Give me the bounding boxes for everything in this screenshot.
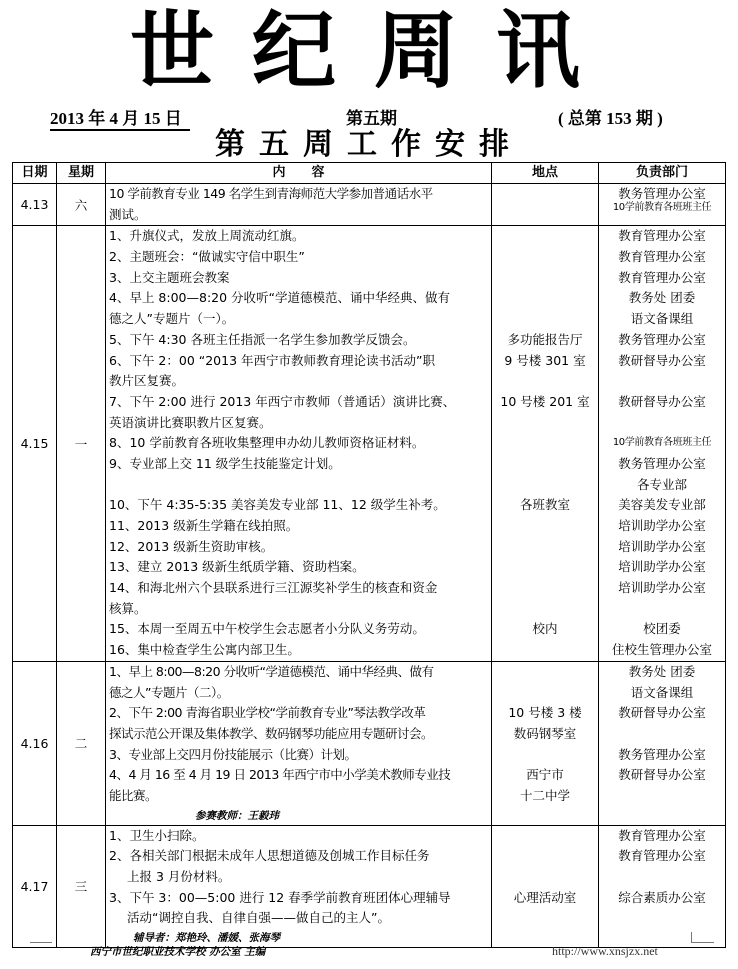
content-line — [109, 475, 488, 496]
place-line — [495, 433, 595, 454]
content-line: 德之人”专题片（一）。 — [109, 311, 235, 327]
footer-corner-mark — [30, 934, 52, 943]
content-line: 探试示范公开课及集体教学、数码钢琴功能应用专题研讨会。 — [109, 725, 434, 741]
place-line: 西宁市 — [526, 767, 564, 783]
content-line: 德之人”专题片（二）。 — [109, 684, 229, 700]
dept-line: 教务管理办公室 — [618, 186, 706, 201]
place-line — [495, 557, 595, 578]
header-place: 地点 — [492, 163, 599, 184]
place-line — [495, 867, 595, 888]
row-weekday: 二 — [57, 661, 106, 825]
dept-line: 语文备课组 — [630, 311, 694, 327]
content-line: 6、下午 2：00 “2013 年西宁市教师教育理论读书活动”职 — [109, 352, 435, 368]
dept-line: 教务管理办公室 — [618, 455, 706, 471]
dept-line: 各专业部 — [636, 476, 687, 492]
dept-line: 教研督导办公室 — [618, 352, 706, 368]
place-line — [495, 205, 595, 226]
row-dept — [599, 226, 726, 661]
content-line: 4、4 月 16 至 4 月 19 日 2013 年西宁市中小学美术教师专业技 — [109, 767, 451, 783]
dept-line — [602, 413, 722, 434]
content-line: 13、建立 2013 级新生纸质学籍、资助档案。 — [109, 559, 365, 575]
content-line: 5、下午 4:30 各班主任指派一名学生参加教学反馈会。 — [109, 331, 416, 347]
content-line: 活动“调控自我、自律自强——做自己的主人”。 — [127, 910, 390, 926]
table-row — [13, 184, 726, 226]
content-line: 9、专业部上交 11 级学生技能鉴定计划。 — [109, 455, 341, 471]
dept-line: 教务管理办公室 — [618, 331, 706, 347]
place-line: 校内 — [532, 621, 558, 637]
masthead: 世纪周讯 — [129, 1, 618, 100]
table-row — [13, 661, 726, 825]
place-line: 十二中学 — [519, 787, 570, 803]
place-line: 9 号楼 301 室 — [504, 352, 586, 368]
dept-line: 教研督导办公室 — [618, 393, 706, 409]
place-line — [495, 288, 595, 309]
content-line: 15、本周一至周五中午校学生会志愿者小分队义务劳动。 — [109, 621, 425, 637]
content-line: 7、下午 2:00 进行 2013 年西宁市教师（普通话）演讲比赛、 — [109, 393, 456, 409]
table-row — [13, 825, 726, 947]
dept-line: 教研督导办公室 — [618, 705, 706, 721]
dept-line: 综合素质办公室 — [618, 889, 706, 905]
dept-line: 美容美发专业部 — [618, 497, 706, 513]
header-weekday: 星期 — [57, 163, 106, 184]
row-dept — [599, 825, 726, 947]
content-line: 2、各相关部门根据未成年人思想道德及创城工作目标任务 — [109, 848, 430, 864]
content-line: 11、2013 级新生学籍在线拍照。 — [109, 518, 299, 533]
place-line — [495, 599, 595, 620]
place-line — [495, 683, 595, 704]
content-line: 3、专业部上交四月份技能展示（比赛）计划。 — [109, 746, 357, 762]
place-line — [495, 454, 595, 475]
table-row — [13, 226, 726, 661]
row-place — [492, 661, 599, 825]
table-header-row — [13, 163, 726, 184]
row-content — [106, 226, 492, 661]
place-line — [495, 309, 595, 330]
row-weekday: 一 — [57, 226, 106, 661]
content-line: 2、主题班会：“做诚实守信中职生” — [109, 249, 305, 265]
content-line: 14、和海北州六个县联系进行三江源奖补学生的核查和资金 — [109, 580, 438, 596]
dept-line: 教务处 团委 — [628, 663, 696, 679]
dept-line: 教务处 团委 — [628, 290, 696, 306]
place-line — [495, 662, 595, 683]
footer-school: 西宁市世纪职业技术学校 办公室 主编 — [90, 946, 266, 958]
place-line: 10 号楼 201 室 — [500, 393, 590, 409]
row-dept — [599, 661, 726, 825]
content-line: 教片区复赛。 — [109, 373, 185, 389]
dept-line: 教务管理办公室 — [618, 746, 706, 762]
schedule-table — [12, 162, 726, 948]
row-weekday: 六 — [57, 184, 106, 226]
content-line: 10 学前教育专业 149 名学生到青海师范大学参加普通话水平 — [109, 186, 433, 201]
content-line: 1、卫生小扫除。 — [109, 827, 205, 843]
content-line: 1、早上 8:00—8:20 分收听“学道德模范、诵中华经典、做有 — [109, 663, 434, 679]
dept-line: 教育管理办公室 — [618, 249, 706, 265]
place-line: 10 号楼 3 楼 — [508, 705, 582, 721]
signer-note: 参赛教师：王毅玮 — [195, 809, 279, 822]
place-line — [495, 371, 595, 392]
place-line — [495, 908, 595, 929]
dept-line: 教育管理办公室 — [618, 228, 706, 244]
place-line — [495, 226, 595, 247]
place-line — [495, 268, 595, 289]
counselors-note: 辅导者：郑艳玲、潘媛、张海琴 — [133, 932, 280, 945]
row-dept — [599, 184, 726, 226]
dept-line: 教育管理办公室 — [618, 269, 706, 285]
place-line — [495, 846, 595, 867]
content-line: 上报 3 月份材料。 — [127, 869, 231, 884]
row-weekday: 三 — [57, 825, 106, 947]
place-line: 数码钢琴室 — [513, 725, 577, 741]
dept-line — [602, 908, 722, 929]
dept-line: 语文备课组 — [630, 684, 694, 700]
issue-number: 第五期 — [346, 109, 397, 128]
row-content — [106, 661, 492, 825]
content-line: 1、升旗仪式，发放上周流动红旗。 — [109, 228, 305, 244]
place-line — [495, 247, 595, 268]
footer-corner-mark — [691, 932, 714, 943]
content-line: 16、集中检查学生公寓内部卫生。 — [109, 642, 300, 658]
dept-line: 校团委 — [643, 621, 681, 637]
footer — [12, 932, 726, 962]
dept-line — [602, 867, 722, 888]
place-line — [495, 826, 595, 847]
dept-line: 教育管理办公室 — [618, 827, 706, 843]
row-content — [106, 184, 492, 226]
content-line: 2、下午 2:00 青海省职业学校“学前教育专业”琴法教学改革 — [109, 705, 426, 721]
header-content: 内 容 — [106, 163, 492, 184]
content-line: 8、10 学前教育各班收集整理申办幼儿教师资格证材料。 — [109, 435, 425, 451]
place-line — [495, 475, 595, 496]
row-place — [492, 226, 599, 661]
content-line: 核算。 — [109, 600, 147, 616]
dept-line: 教育管理办公室 — [618, 848, 706, 864]
place-line — [495, 745, 595, 766]
header-date: 日期 — [13, 163, 57, 184]
dept-line — [602, 599, 722, 620]
row-date: 4.16 — [13, 661, 57, 825]
content-line: 3、上交主题班会教案 — [109, 269, 230, 285]
dept-line — [602, 786, 722, 807]
issue-total: ( 总第 153 期 ) — [558, 109, 663, 128]
dept-line: 培训助学办公室 — [618, 518, 706, 533]
place-line — [495, 578, 595, 599]
row-date: 4.15 — [13, 226, 57, 661]
place-line — [495, 413, 595, 434]
place-line — [495, 640, 595, 661]
place-line — [495, 516, 595, 537]
issue-date: 2013 年 4 月 15 日 — [50, 104, 190, 131]
dept-line: 培训助学办公室 — [618, 559, 706, 575]
place-line — [495, 537, 595, 558]
dept-line: 住校生管理办公室 — [611, 642, 712, 658]
place-line: 多功能报告厅 — [507, 331, 583, 347]
content-line: 4、早上 8:00—8:20 分收听“学道德模范、诵中华经典、做有 — [109, 290, 451, 306]
dept-line: 培训助学办公室 — [618, 538, 706, 554]
page-title: 第五周工作安排 — [215, 127, 523, 162]
content-line: 能比赛。 — [109, 787, 158, 803]
dept-line: 10学前教育各班班主任 — [612, 437, 712, 449]
content-line: 3、下午 3：00—5:00 进行 12 春季学前教育班团体心理辅导 — [109, 889, 451, 905]
header-dept: 负责部门 — [599, 163, 726, 184]
content-line: 12、2013 级新生资助审核。 — [109, 538, 274, 554]
dept-line: 教研督导办公室 — [618, 767, 706, 783]
content-line: 10、下午 4:35-5:35 美容美发专业部 11、12 级学生补考。 — [109, 497, 446, 513]
dept-line — [602, 371, 722, 392]
place-line: 各班教室 — [519, 497, 570, 513]
content-line: 英语演讲比赛职教片区复赛。 — [109, 414, 272, 430]
row-date: 4.13 — [13, 184, 57, 226]
dept-line — [602, 724, 722, 745]
dept-line: 培训助学办公室 — [618, 580, 706, 596]
row-content — [106, 825, 492, 947]
row-place — [492, 184, 599, 226]
content-line: 测试。 — [109, 206, 147, 222]
issue-line — [50, 104, 690, 126]
footer-url: http://www.xnsjzx.net — [552, 944, 658, 958]
place-line — [495, 184, 595, 205]
dept-line: 10学前教育各班班主任 — [612, 201, 712, 213]
place-line: 心理活动室 — [513, 889, 577, 905]
row-place — [492, 825, 599, 947]
row-date: 4.17 — [13, 825, 57, 947]
